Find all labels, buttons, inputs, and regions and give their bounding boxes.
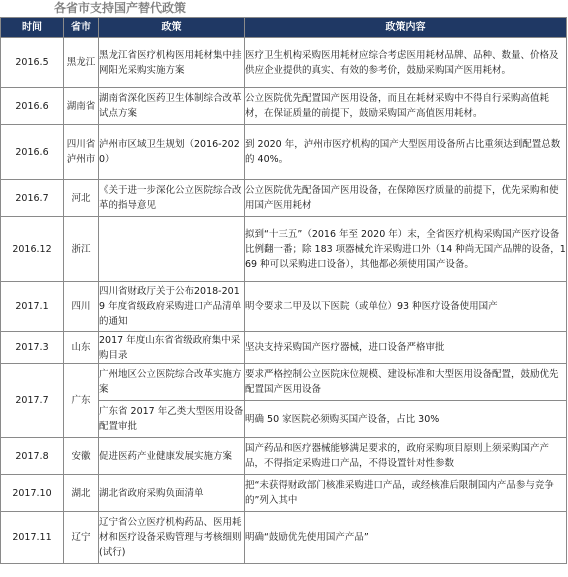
cell-province: 黑龙江 [64,38,99,88]
cell-policy: 湖北省政府采购负面清单 [99,475,245,512]
cell-policy [99,217,245,282]
cell-province: 四川 [64,282,99,332]
cell-time: 2017.11 [1,512,64,564]
cell-province: 山东 [64,332,99,364]
cell-policy: 促进医药产业健康发展实施方案 [99,438,245,475]
cell-time: 2016.5 [1,38,64,88]
cell-policy: 2017 年度山东省省级政府集中采购目录 [99,332,245,364]
cell-content: 医疗卫生机构采购医用耗材应综合考虑医用耗材品牌、品种、数量、价格及供应企业提供的真实、有效的参考价，鼓励采购国产医用耗材。 [245,38,567,88]
table-row [1,125,567,180]
table-row [1,180,567,217]
cell-province: 辽宁 [64,512,99,564]
table-row [1,88,567,125]
cell-policy: 辽宁省公立医疗机构药品、医用耗材和医疗设备采购管理与考核细则(试行) [99,512,245,564]
table-row [1,364,567,401]
cell-time: 2016.6 [1,88,64,125]
cell-time: 2017.8 [1,438,64,475]
header-province: 省市 [64,18,99,38]
header-time: 时间 [1,18,64,38]
cell-province: 四川省泸州市 [64,125,99,180]
cell-policy: 四川省财政厅关于公布2018-2019 年度省级政府采购进口产品清单的通知 [99,282,245,332]
cell-province: 浙江 [64,217,99,282]
cell-content: 把“未获得财政部门核准采购进口产品，或经核准后限制国内产品参与竞争的”列入其中 [245,475,567,512]
cell-province: 安徽 [64,438,99,475]
cell-policy: 《关于进一步深化公立医院综合改革的指导意见 [99,180,245,217]
cell-content: 明令要求二甲及以下医院（或单位）93 种医疗设备使用国产 [245,282,567,332]
cell-content: 要求严格控制公立医院床位规模、建设标准和大型医用设备配置，鼓励优先配置国产医用设备 [245,364,567,401]
table-row [1,217,567,282]
table-row [1,38,567,88]
cell-content: 坚决支持采购国产医疗器械，进口设备严格审批 [245,332,567,364]
cell-policy: 广州地区公立医院综合改革实施方案 [99,364,245,401]
cell-policy: 广东省 2017 年乙类大型医用设备配置审批 [99,401,245,438]
table-header-row [1,18,567,38]
cell-province: 广东 [64,364,99,438]
header-policy: 政策 [99,18,245,38]
cell-time: 2017.1 [1,282,64,332]
cell-content: 拟到“十三五”（2016 年至 2020 年）末，全省医疗机构采购国产医疗设备比例翻一番；除 183 项器械允许采购进口外（14 种尚无国产品牌的设备，169 种可以采购进口设备），其他都必须使用国产设备。 [245,217,567,282]
header-content: 政策内容 [245,18,567,38]
cell-province: 河北 [64,180,99,217]
cell-content: 到 2020 年，泸州市医疗机构的国产大型医用设备所占比重须达到配置总数的 40%。 [245,125,567,180]
table-row [1,475,567,512]
table-title: 各省市支持国产替代政策 [54,1,187,15]
cell-content: 明确“鼓励优先使用国产产品” [245,512,567,564]
cell-time: 2016.12 [1,217,64,282]
cell-province: 湖南省 [64,88,99,125]
table-row [1,332,567,364]
cell-time: 2016.6 [1,125,64,180]
cell-policy: 湖南省深化医药卫生体制综合改革试点方案 [99,88,245,125]
cell-policy: 泸州市区域卫生规划（2016-2020） [99,125,245,180]
cell-province: 湖北 [64,475,99,512]
table-row [1,438,567,475]
cell-content: 公立医院优先配置国产医用设备，而且在耗材采购中不得自行采购高值耗材，在保证质量的前提下，鼓励采购国产高值医用耗材。 [245,88,567,125]
table-row [1,282,567,332]
policy-table [0,17,567,564]
cell-time: 2017.3 [1,332,64,364]
cell-time: 2017.10 [1,475,64,512]
cell-content: 明确 50 家医院必须购买国产设备，占比 30% [245,401,567,438]
cell-time: 2017.7 [1,364,64,438]
table-row [1,512,567,564]
cell-policy: 黑龙江省医疗机构医用耗材集中挂网阳光采购实施方案 [99,38,245,88]
cell-content: 国产药品和医疗器械能够满足要求的，政府采购项目原则上须采购国产产品，不得指定采购进口产品，不得设置针对性参数 [245,438,567,475]
cell-content: 公立医院优先配备国产医用设备，在保障医疗质量的前提下，优先采购和使用国产医用耗材 [245,180,567,217]
cell-time: 2016.7 [1,180,64,217]
